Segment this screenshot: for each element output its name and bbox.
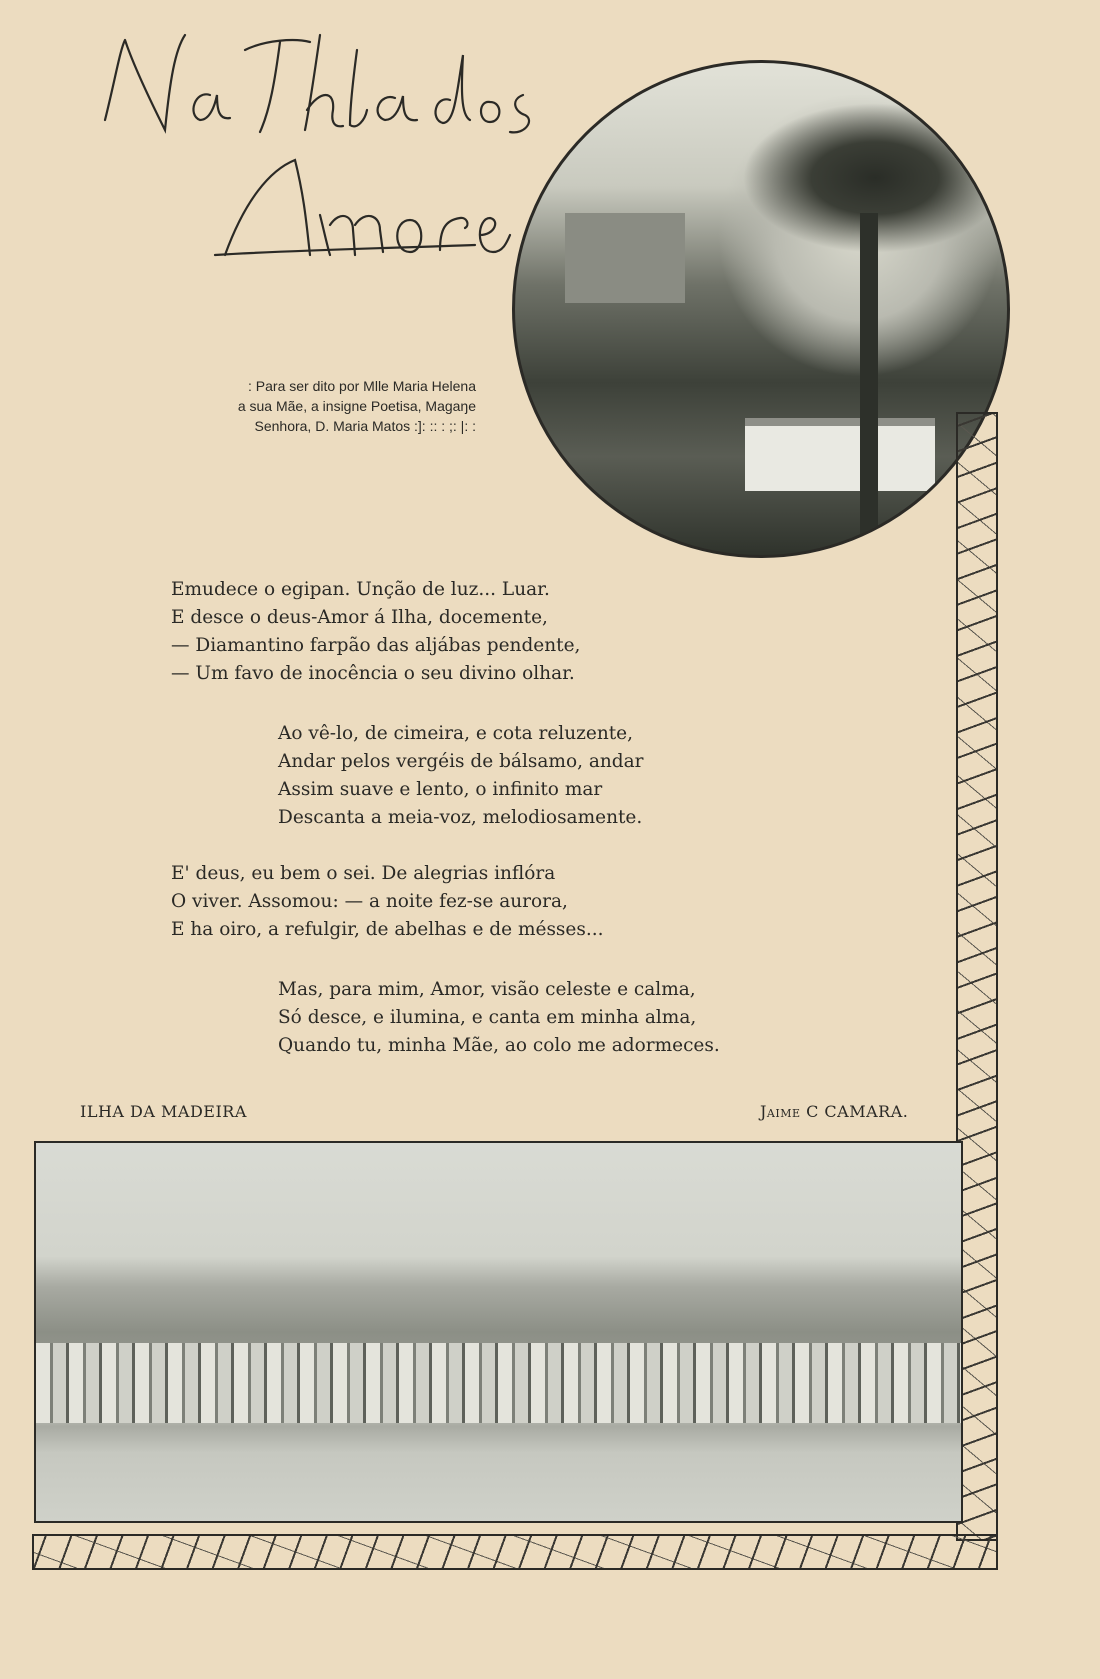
poem-line: Andar pelos vergéis de bálsamo, andar <box>278 751 644 772</box>
poem-line: Mas, para mim, Amor, visão celeste e calma, <box>278 979 696 1000</box>
author-signature: Jaime C CAMARA. <box>760 1102 909 1121</box>
dedication-line: Senhora, D. Maria Matos :]: :: : ;: |: : <box>254 418 476 434</box>
poem-stanza-4 <box>278 976 720 1060</box>
dedication <box>166 376 476 436</box>
poem-stanza-3 <box>171 860 604 944</box>
poem-stanza-2 <box>278 720 644 832</box>
place-caption: ILHA DA MADEIRA <box>80 1102 247 1121</box>
poem-line: Assim suave e lento, o infinito mar <box>278 779 603 800</box>
poem-line: Ao vê-lo, de cimeira, e cota reluzente, <box>278 723 634 744</box>
poem-line: O viver. Assomou: — a noite fez-se aurora, <box>171 891 568 912</box>
poem-stanza-1 <box>171 576 580 688</box>
poem-line: Descanta a meia-voz, melodiosamente. <box>278 807 643 828</box>
poem-line: Quando tu, minha Mãe, ao colo me adormeces. <box>278 1035 720 1056</box>
poem-line: — Um favo de inocência o seu divino olhar. <box>171 663 575 684</box>
poem-line: — Diamantino farpão das aljábas pendente, <box>171 635 581 656</box>
poem-line: E' deus, eu bem o sei. De alegrias inflóra <box>171 863 556 884</box>
poem-line: E ha oiro, a refulgir, de abelhas e de mésses... <box>171 919 604 940</box>
dedication-line: : Para ser dito por Mlle Maria Helena <box>248 378 476 394</box>
handwritten-title <box>95 20 575 280</box>
ornamental-border-horizontal <box>32 1534 998 1570</box>
poem-line: Emudece o egipan. Unção de luz... Luar. <box>171 579 550 600</box>
palm-tree-photo <box>512 60 1010 558</box>
poem-line: E desce o deus-Amor á Ilha, docemente, <box>171 607 548 628</box>
dedication-line: a sua Mãe, a insigne Poetisa, Magaŋe <box>237 398 476 414</box>
poem-line: Só desce, e ilumina, e canta em minha alma, <box>278 1007 697 1028</box>
harbour-panorama-photo <box>34 1141 963 1523</box>
